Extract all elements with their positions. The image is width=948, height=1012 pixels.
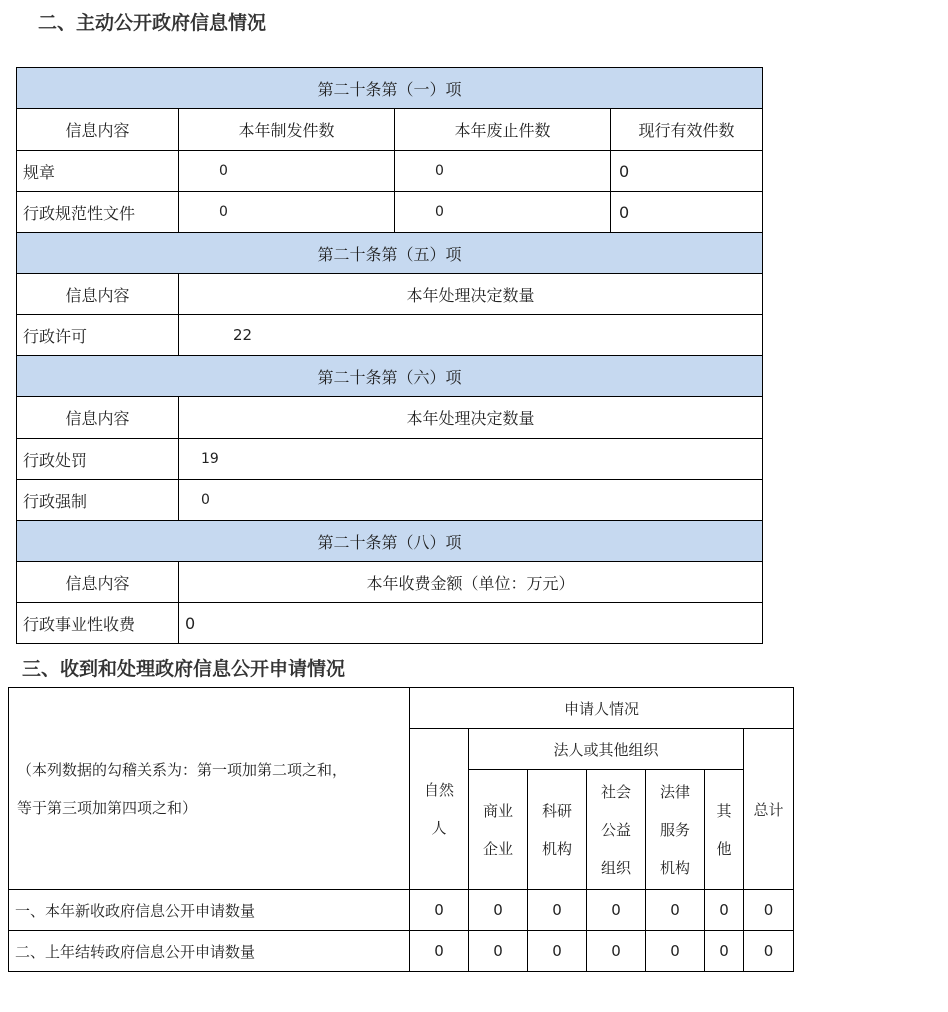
commercial-count: 0	[469, 931, 528, 972]
header-line: 社会	[600, 782, 631, 801]
header-line: 机构	[659, 858, 690, 877]
block1-column-headers	[17, 109, 763, 151]
note-line-2: 等于第三项加第四项之和）	[17, 798, 198, 817]
table-row	[17, 192, 763, 233]
legal-service-count: 0	[646, 890, 705, 931]
block8-header-row	[17, 521, 763, 562]
natural-person-line: 自然	[423, 781, 454, 799]
other-count: 0	[705, 890, 744, 931]
proactive-disclosure-table	[16, 67, 763, 644]
natural-person-count: 0	[410, 890, 469, 931]
research-institution-header	[528, 770, 587, 890]
block6-header-row	[17, 356, 763, 397]
issued-count: 0	[179, 151, 395, 192]
block1-header: 第二十条第（一）项	[17, 68, 763, 109]
section3-title: 三、收到和处理政府信息公开申请情况	[22, 658, 346, 680]
row-label: 行政处罚	[17, 439, 179, 480]
table-row	[17, 603, 763, 644]
table-row	[9, 931, 794, 972]
social-count: 0	[587, 890, 646, 931]
other-count: 0	[705, 931, 744, 972]
col-header-decisions: 本年处理决定数量	[179, 397, 763, 439]
valid-count: 0	[611, 151, 763, 192]
decision-count: 0	[179, 480, 763, 521]
application-table	[8, 687, 794, 972]
header-line: 公益	[600, 820, 631, 839]
header-line: 科研	[541, 801, 572, 820]
header-line: 法律	[659, 782, 690, 801]
commercial-count: 0	[469, 890, 528, 931]
legal-org-header: 法人或其他组织	[469, 729, 744, 770]
col-header-decisions: 本年处理决定数量	[179, 274, 763, 315]
total-count: 0	[744, 931, 794, 972]
header-line: 其	[716, 801, 732, 820]
legal-service-org-header	[646, 770, 705, 890]
table-row	[9, 890, 794, 931]
applicant-header: 申请人情况	[410, 688, 794, 729]
row-label: 行政事业性收费	[17, 603, 179, 644]
header-line: 服务	[659, 820, 690, 839]
col-header-fee-amount: 本年收费金额（单位：万元）	[179, 562, 763, 603]
row-label: 规章	[17, 151, 179, 192]
repealed-count: 0	[395, 151, 611, 192]
col-header-valid: 现行有效件数	[611, 109, 763, 151]
header-line: 商业	[482, 801, 513, 820]
col-header-content: 信息内容	[17, 562, 179, 603]
row-label: 行政许可	[17, 315, 179, 356]
research-count: 0	[528, 931, 587, 972]
natural-person-count: 0	[410, 931, 469, 972]
header-line: 他	[716, 839, 732, 858]
decision-count: 19	[179, 439, 763, 480]
issued-count: 0	[179, 192, 395, 233]
note-line-1: （本列数据的勾稽关系为：第一项加第二项之和，	[17, 760, 348, 779]
col-header-content: 信息内容	[17, 274, 179, 315]
fee-amount: 0	[179, 603, 763, 644]
commercial-enterprise-header	[469, 770, 528, 890]
block5-header: 第二十条第（五）项	[17, 233, 763, 274]
row-label: 二、上年结转政府信息公开申请数量	[9, 931, 410, 972]
block1-header-row	[17, 68, 763, 109]
decision-count: 22	[179, 315, 763, 356]
legal-service-count: 0	[646, 931, 705, 972]
col-header-content: 信息内容	[17, 109, 179, 151]
total-count: 0	[744, 890, 794, 931]
row-label: 一、本年新收政府信息公开申请数量	[9, 890, 410, 931]
row-label: 行政规范性文件	[17, 192, 179, 233]
table-row	[17, 151, 763, 192]
row-label: 行政强制	[17, 480, 179, 521]
col-header-issued: 本年制发件数	[179, 109, 395, 151]
block8-column-headers	[17, 562, 763, 603]
other-header	[705, 770, 744, 890]
header-line: 机构	[541, 839, 572, 858]
table-row	[17, 439, 763, 480]
block5-header-row	[17, 233, 763, 274]
block6-header: 第二十条第（六）项	[17, 356, 763, 397]
total-header: 总计	[744, 729, 794, 890]
table-row	[17, 480, 763, 521]
repealed-count: 0	[395, 192, 611, 233]
research-count: 0	[528, 890, 587, 931]
block8-header: 第二十条第（八）项	[17, 521, 763, 562]
valid-count: 0	[611, 192, 763, 233]
col-header-content: 信息内容	[17, 397, 179, 439]
social-welfare-org-header	[587, 770, 646, 890]
note-cell	[9, 688, 410, 890]
col-header-repealed: 本年废止件数	[395, 109, 611, 151]
table-row	[17, 315, 763, 356]
header-line: 组织	[600, 858, 631, 877]
block5-column-headers	[17, 274, 763, 315]
natural-person-line: 人	[431, 819, 447, 837]
section2-title: 二、主动公开政府信息情况	[38, 12, 267, 34]
natural-person-header	[410, 729, 469, 890]
block6-column-headers	[17, 397, 763, 439]
social-count: 0	[587, 931, 646, 972]
header-line: 企业	[482, 839, 513, 858]
